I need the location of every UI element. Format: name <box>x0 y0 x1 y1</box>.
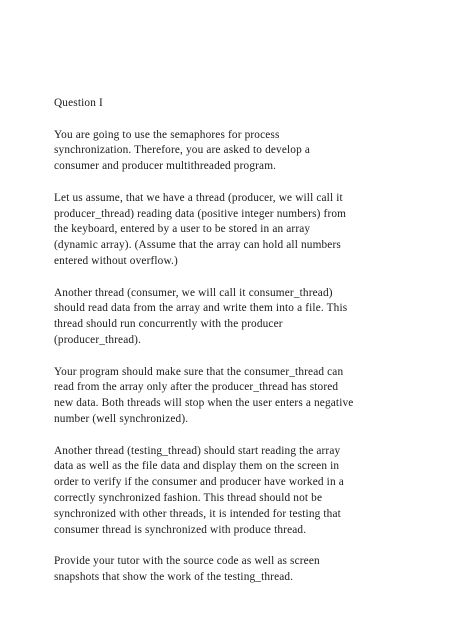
paragraph-producer <box>54 191 414 270</box>
text-line: the keyboard, entered by a user to be stored in an array <box>54 223 311 236</box>
text-line: You are going to use the semaphores for process <box>54 128 280 141</box>
paragraph-intro <box>54 128 414 175</box>
text-line: synchronized with other threads, it is intended for testing that <box>54 507 341 520</box>
document-body <box>54 96 414 602</box>
text-line: synchronization. Therefore, you are asked to develop a <box>54 144 311 157</box>
question-heading: Question I <box>54 97 103 109</box>
text-line: Another thread (testing_thread) should start reading the array <box>54 444 341 457</box>
text-line: number (well synchronized). <box>54 412 189 425</box>
text-line: correctly synchronized fashion. This thread should not be <box>54 491 323 504</box>
text-line: read from the array only after the producer_thread has stored <box>54 381 339 394</box>
text-line: should read data from the array and write them into a file. This <box>54 302 348 315</box>
paragraph-submission <box>54 554 414 586</box>
text-line: new data. Both threads will stop when the user enters a negative <box>54 397 354 410</box>
text-line: (dynamic array). (Assume that the array can hold all numbers <box>54 239 341 252</box>
text-line: producer_thread) reading data (positive integer numbers) from <box>54 207 347 220</box>
text-line: Your program should make sure that the consumer_thread can <box>54 365 344 378</box>
text-line: (producer_thread). <box>54 333 142 346</box>
text-line: Let us assume, that we have a thread (producer, we will call it <box>54 191 343 204</box>
paragraph-consumer <box>54 286 414 349</box>
text-line: order to verify if the consumer and producer have worked in a <box>54 476 344 489</box>
text-line: thread should run concurrently with the producer <box>54 318 283 331</box>
text-line: data as well as the file data and display them on the screen in <box>54 460 340 473</box>
paragraph-synchronization <box>54 365 414 428</box>
text-line: Provide your tutor with the source code as well as screen <box>54 555 320 568</box>
text-line: snapshots that show the work of the testing_thread. <box>54 570 294 583</box>
text-line: entered without overflow.) <box>54 254 178 267</box>
text-line: Another thread (consumer, we will call it consumer_thread) <box>54 286 333 299</box>
text-line: consumer thread is synchronized with produce thread. <box>54 523 307 536</box>
paragraph-testing <box>54 444 414 539</box>
text-line: consumer and producer multithreaded program. <box>54 160 277 173</box>
